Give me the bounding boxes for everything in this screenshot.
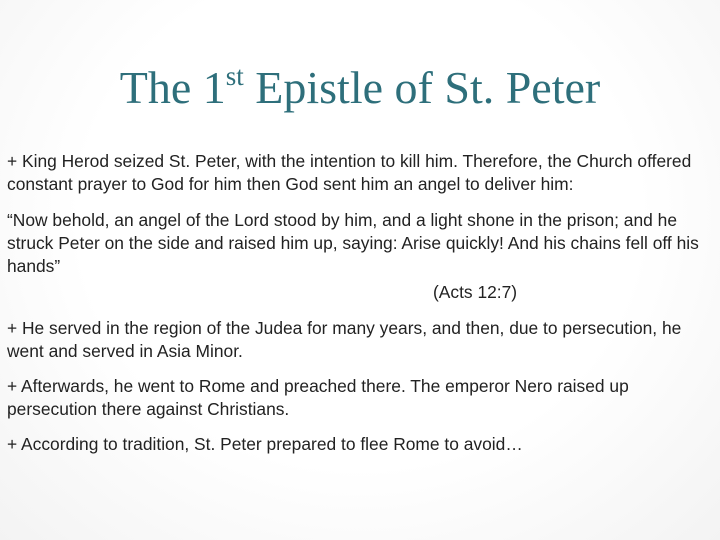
slide-title bbox=[0, 58, 720, 118]
scripture-quote: “Now behold, an angel of the Lord stood by him, and a light shone in the prison; and he struck Peter on the side and raised him up, saying: Arise quickly! And his chains fell off his hands” bbox=[7, 210, 699, 276]
bullet-rome: + Afterwards, he went to Rome and preached there. The emperor Nero raised up persecution there against Christians. bbox=[7, 376, 629, 419]
title-superscript: st bbox=[225, 61, 244, 91]
scripture-citation: (Acts 12:7) bbox=[433, 282, 518, 302]
title-text-start: The 1 bbox=[119, 62, 226, 113]
bullet-judea: + He served in the region of the Judea for many years, and then, due to persecution, he went and served in Asia Minor. bbox=[7, 318, 682, 361]
bullet-herod: + King Herod seized St. Peter, with the intention to kill him. Therefore, the Church offered constant prayer to God for him then God sent him an angel to deliver him: bbox=[7, 151, 692, 194]
slide-body bbox=[7, 150, 715, 456]
title-text-end: Epistle of St. Peter bbox=[243, 62, 601, 113]
bullet-tradition: + According to tradition, St. Peter prepared to flee Rome to avoid… bbox=[7, 434, 523, 454]
